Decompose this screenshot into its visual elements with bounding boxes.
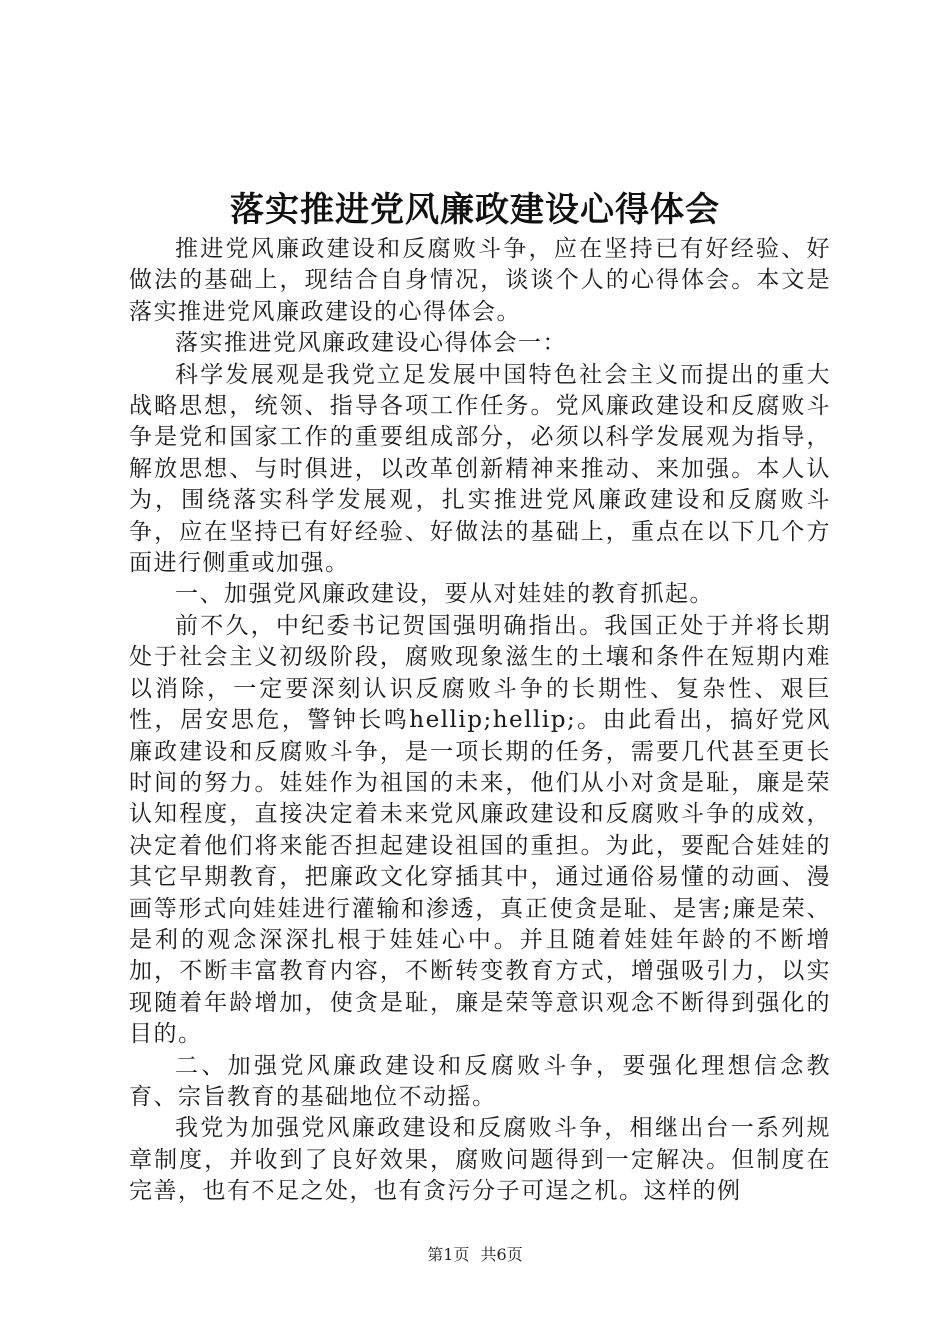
document-body	[129, 234, 831, 1208]
paragraph-section-one-body: 前不久，中纪委书记贺国强明确指出。我国正处于并将长期处于社会主义初级阶段，腐败现象滋生的土壤和条件在短期内难以消除，一定要深刻认识反腐败斗争的长期性、复杂性、艰巨性，居安思危，警钟长鸣hellip;hellip;。由此看出，搞好党风廉政建设和反腐败斗争，是一项长期的任务，需要几代甚至更长时间的努力。娃娃作为祖国的未来，他们从小对贪是耻，廉是荣认知程度，直接决定着未来党风廉政建设和反腐败斗争的成效，决定着他们将来能否担起建设祖国的重担。为此，要配合娃娃的其它早期教育，把廉政文化穿插其中，通过通俗易懂的动画、漫画等形式向娃娃进行灌输和渗透，真正使贪是耻、是害;廉是荣、是利的观念深深扎根于娃娃心中。并且随着娃娃年龄的不断增加，不断丰富教育内容，不断转变教育方式，增强吸引力，以实现随着年龄增加，使贪是耻，廉是荣等意识观念不断得到强化的目的。	[129, 612, 831, 1048]
paragraph-section-two-heading: 二、加强党风廉政建设和反腐败斗争，要强化理想信念教育、宗旨教育的基础地位不动摇。	[129, 1052, 831, 1110]
document-title: 落实推进党风廉政建设心得体会	[230, 190, 720, 230]
page-total: 共6页	[480, 1245, 523, 1264]
paragraph-scientific-outlook: 科学发展观是我党立足发展中国特色社会主义而提出的重大战略思想，统领、指导各项工作任务。党风廉政建设和反腐败斗争是党和国家工作的重要组成部分，必须以科学发展观为指导，解放思想、与时俱进，以改革创新精神来推动、来加强。本人认为，围绕落实科学发展观，扎实推进党风廉政建设和反腐败斗争，应在坚持已有好经验、好做法的基础上，重点在以下几个方面进行侧重或加强。	[129, 361, 831, 577]
page-number: 第1页	[427, 1245, 470, 1264]
page-footer	[0, 1242, 950, 1265]
paragraph-intro: 推进党风廉政建设和反腐败斗争，应在坚持已有好经验、好做法的基础上，现结合自身情况，谈谈个人的心得体会。本文是落实推进党风廉政建设的心得体会。	[129, 236, 831, 325]
paragraph-section-two-body: 我党为加强党风廉政建设和反腐败斗争，相继出台一系列规章制度，并收到了良好效果，腐败问题得到一定解决。但制度在完善，也有不足之处，也有贪污分子可逞之机。这样的例	[129, 1115, 831, 1205]
paragraph-section-one-heading: 一、加强党风廉政建设，要从对娃娃的教育抓起。	[175, 581, 714, 608]
paragraph-heading-part-one: 落实推进党风廉政建设心得体会一：	[175, 330, 567, 357]
